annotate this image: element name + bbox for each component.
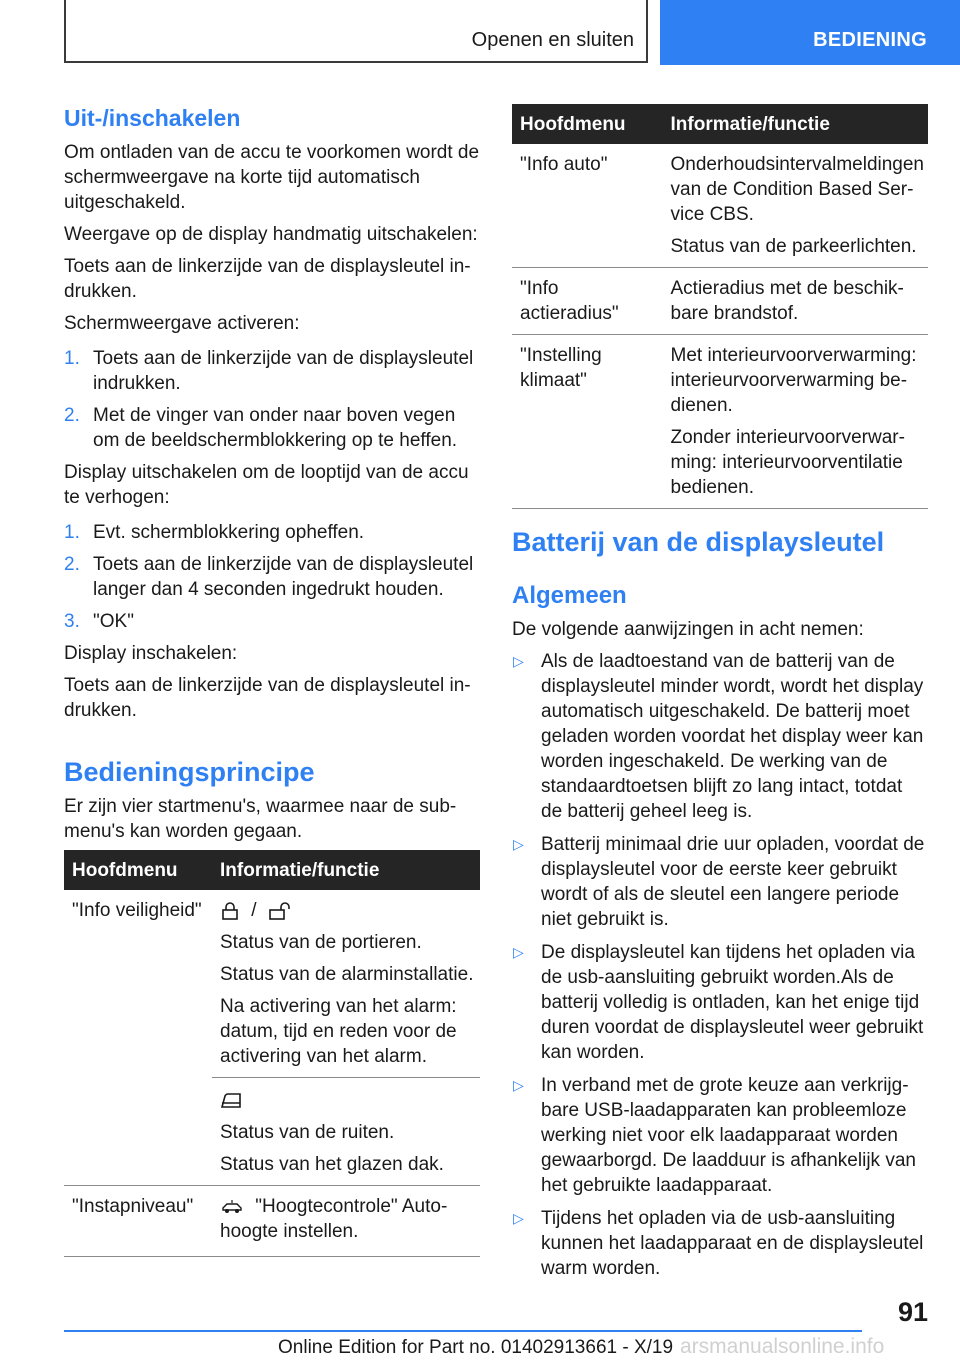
paragraph: Display uitschakelen om de looptijd van de accu te verhogen: (64, 462, 469, 508)
paragraph: Om ontladen van de accu te voorkomen wordt de schermweergave na korte tijd automatisch uitgeschakeld. (64, 142, 480, 213)
bullet-list (512, 649, 928, 1281)
bullet-triangle-icon: ▷ (513, 1077, 524, 1093)
paragraph: Er zijn vier startmenu's, waarmee naar de sub-menu's kan worden gegaan. (64, 796, 457, 842)
table-row (512, 144, 928, 268)
header-section: BEDIENING (813, 29, 927, 51)
cell-text: Actieradius met de beschik-bare brandstof. (670, 278, 904, 324)
list-item: ▷ Tijdens het opladen via de usb-aansluiting kunnen het laadapparaat en de displaysleutel warm worden. (513, 1208, 924, 1279)
left-body (64, 140, 480, 723)
table-cell (212, 1078, 480, 1186)
table-header-row (64, 850, 480, 890)
table-header-informatie: Informatie/functie (212, 850, 480, 890)
car-height-icon (220, 1199, 244, 1215)
numbered-list (64, 520, 480, 634)
table-header-hoofdmenu: Hoofdmenu (64, 850, 212, 890)
bullet-triangle-icon: ▷ (513, 1210, 524, 1226)
list-item: 3. "OK" (64, 611, 134, 632)
table-cell: "Info auto" (512, 144, 663, 268)
table-header-hoofdmenu: Hoofdmenu (512, 104, 663, 144)
paragraph: Toets aan de linkerzijde van de displaysleutel in-drukken. (64, 256, 471, 302)
list-item: 1. Evt. schermblokkering opheffen. (64, 522, 365, 543)
table-cell: "Info veiligheid" (64, 890, 212, 1186)
list-item: 2. Met de vinger van onder naar boven vegen om de beeldschermblokkering op te heffen. (64, 405, 458, 451)
cell-text: Status van de parkeerlichten. (670, 236, 917, 257)
page-number: 91 (897, 1297, 928, 1327)
table-header-informatie: Informatie/functie (663, 104, 929, 144)
cell-text: Na activering van het alarm: datum, tijd en reden voor de activering van het alarm. (220, 996, 457, 1067)
cell-text: Zonder interieurvoorverwar-ming: interieurvoorventilatie bedienen. (670, 427, 905, 498)
subsection-title-algemeen: Algemeen (512, 582, 627, 609)
numbered-list (64, 346, 480, 453)
table-header-row (512, 104, 928, 144)
header-chapter-box (64, 0, 648, 63)
header-section-tab (660, 0, 960, 65)
list-item: ▷ De displaysleutel kan tijdens het opladen via de usb-aansluiting gebruikt worden.Als de batterij volledig is ontladen, kan het enige tijd duren voordat de displaysleutel weer gebruikt kan worden. (513, 942, 924, 1063)
icon-separator: / (251, 900, 257, 921)
paragraph: Schermweergave activeren: (64, 313, 300, 334)
menu-table-right (512, 104, 928, 509)
cell-text: Status van de alarminstallatie. (220, 964, 474, 985)
cell-text: Onderhoudsintervalmeldingen van de Condition Based Ser-vice CBS. (670, 154, 924, 225)
list-item: 1. Toets aan de linkerzijde van de displaysleutel indrukken. (64, 348, 474, 394)
table-cell: "Info actieradius" (512, 268, 663, 335)
table-cell (212, 890, 480, 1078)
table-row (512, 335, 928, 509)
cell-text: "Hoogtecontrole" Auto-hoogte instellen. (220, 1196, 448, 1242)
table-cell (663, 144, 929, 268)
section-title-uit-inschakelen: Uit-/inschakelen (64, 105, 241, 131)
list-item: 2. Toets aan de linkerzijde van de displaysleutel langer dan 4 seconden ingedrukt houden. (64, 554, 474, 600)
section-title-batterij: Batterij van de displaysleutel (512, 527, 885, 557)
section-title-bedieningsprincipe: Bedieningsprincipe (64, 757, 315, 787)
cell-text: Status van de ruiten. (220, 1122, 395, 1143)
menu-table-left (64, 850, 480, 1257)
bullet-triangle-icon: ▷ (513, 836, 524, 852)
paragraph: De volgende aanwijzingen in acht nemen: (512, 619, 864, 640)
footer-divider (64, 1330, 862, 1332)
table-row (64, 890, 480, 1078)
watermark: arsmanualsonline.info (680, 1335, 885, 1358)
cell-text: Status van de portieren. (220, 932, 422, 953)
table-cell (663, 335, 929, 509)
table-cell: "Instapniveau" (64, 1186, 212, 1257)
cell-text: Status van het glazen dak. (220, 1154, 444, 1175)
list-item: ▷ Als de laadtoestand van de batterij van de displaysleutel minder wordt, wordt het display automatisch uitgeschakeld. De batterij moet geladen worden voordat het display weer kan worden ingeschakeld. De werking van de standaardtoetsen blijft zo lang intact, totdat de batterij geheel leeg is. (513, 651, 924, 822)
list-item: ▷ In verband met de grote keuze aan verkrijg-bare USB-laadapparaten kan probleemloze werking niet voor elk laadapparaat worden gewaarborgd. De laadduur is afhankelijk van het gebruikte laadapparaat. (513, 1075, 916, 1196)
bullet-triangle-icon: ▷ (513, 944, 524, 960)
table-row (512, 268, 928, 335)
table-cell (663, 268, 929, 335)
lock-open-icon (268, 901, 292, 921)
cell-text: Met interieurvoorverwarming: interieurvoorverwarming be-dienen. (670, 345, 917, 416)
table-row (64, 1186, 480, 1257)
paragraph: Display inschakelen: (64, 643, 238, 664)
lock-closed-icon (220, 901, 240, 921)
table-cell (212, 1186, 480, 1257)
paragraph: Toets aan de linkerzijde van de displaysleutel in-drukken. (64, 675, 471, 721)
paragraph: Weergave op de display handmatig uitschakelen: (64, 224, 478, 245)
bullet-triangle-icon: ▷ (513, 653, 524, 669)
table-cell: "Instelling klimaat" (512, 335, 663, 509)
list-item: ▷ Batterij minimaal drie uur opladen, voordat de displaysleutel voor de eerste keer gebruikt wordt of als de sleutel een langere periode niet gebruikt is. (513, 834, 925, 930)
header-chapter: Openen en sluiten (471, 29, 634, 51)
window-icon (220, 1092, 242, 1110)
footer-edition: Online Edition for Part no. 01402913661 - X/19 (278, 1337, 674, 1358)
